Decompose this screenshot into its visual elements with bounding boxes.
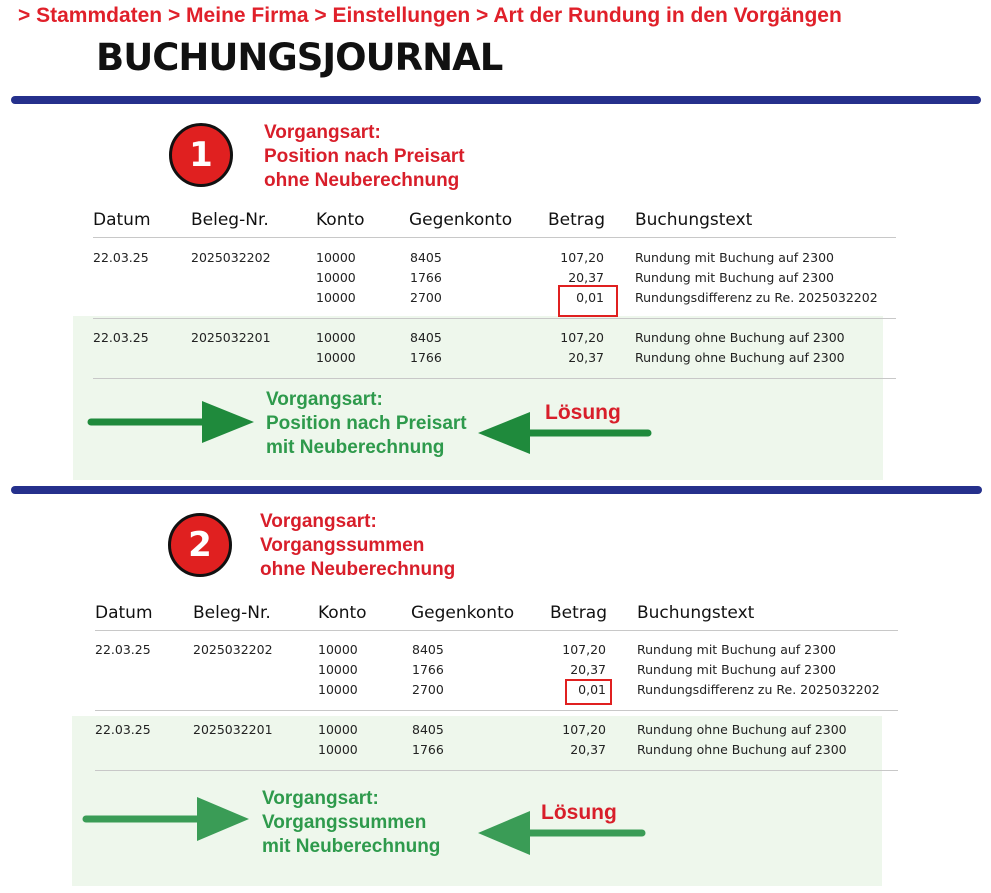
cell-datum: 22.03.25 <box>95 722 151 737</box>
column-header-datum: Datum <box>93 210 151 230</box>
solution-label-1: Lösung <box>545 401 621 424</box>
cell-text: Rundung mit Buchung auf 2300 <box>637 642 836 657</box>
solution-note-line: Vorgangssummen <box>262 812 427 833</box>
solution-note-line: mit Neuberechnung <box>262 836 441 857</box>
cell-konto: 10000 <box>316 350 356 365</box>
cell-text: Rundungsdifferenz zu Re. 2025032202 <box>635 290 878 305</box>
cell-text: Rundung mit Buchung auf 2300 <box>635 250 834 265</box>
column-header-betrag: Betrag <box>548 210 605 230</box>
row-separator <box>93 318 896 319</box>
cell-betrag: 107,20 <box>560 330 604 345</box>
problem-note-2 <box>260 510 455 582</box>
right-arrow-icon <box>88 401 260 443</box>
solution-note-line: Position nach Preisart <box>266 413 467 434</box>
problem-note-line: Vorgangssummen <box>260 535 425 556</box>
cell-beleg: 2025032202 <box>191 250 271 265</box>
table-end-rule <box>95 770 898 771</box>
cell-beleg: 2025032201 <box>193 722 273 737</box>
solution-note-1 <box>266 388 467 460</box>
cell-konto: 10000 <box>318 662 358 677</box>
left-arrow-icon <box>476 811 646 855</box>
column-header-datum: Datum <box>95 603 153 623</box>
cell-gegenkonto: 8405 <box>410 250 442 265</box>
column-header-gegenkonto: Gegenkonto <box>409 210 513 230</box>
table-header-rule <box>93 237 896 238</box>
cell-konto: 10000 <box>316 330 356 345</box>
cell-konto: 10000 <box>316 250 356 265</box>
solution-label-2: Lösung <box>541 801 617 824</box>
cell-gegenkonto: 1766 <box>412 662 444 677</box>
cell-text: Rundungsdifferenz zu Re. 2025032202 <box>637 682 880 697</box>
rounding-difference-highlight <box>558 285 618 317</box>
cell-gegenkonto: 2700 <box>412 682 444 697</box>
cell-text: Rundung mit Buchung auf 2300 <box>637 662 836 677</box>
solution-note-line: mit Neuberechnung <box>266 437 445 458</box>
column-header-buchungstext: Buchungstext <box>635 210 753 230</box>
cell-konto: 10000 <box>318 682 358 697</box>
cell-gegenkonto: 1766 <box>410 270 442 285</box>
cell-gegenkonto: 8405 <box>412 642 444 657</box>
problem-note-line: Vorgangsart: <box>260 511 377 532</box>
column-header-betrag: Betrag <box>550 603 607 623</box>
cell-text: Rundung ohne Buchung auf 2300 <box>635 350 845 365</box>
right-arrow-icon <box>83 797 255 841</box>
cell-betrag: 107,20 <box>560 250 604 265</box>
cell-text: Rundung mit Buchung auf 2300 <box>635 270 834 285</box>
cell-datum: 22.03.25 <box>95 642 151 657</box>
solution-note-line: Vorgangsart: <box>266 389 383 410</box>
column-header-beleg: Beleg-Nr. <box>191 210 269 230</box>
step-badge-2: 2 <box>168 513 232 577</box>
table-end-rule <box>93 378 896 379</box>
cell-gegenkonto: 2700 <box>410 290 442 305</box>
cell-betrag: 107,20 <box>562 722 606 737</box>
problem-note-line: Position nach Preisart <box>264 146 465 167</box>
solution-note-line: Vorgangsart: <box>262 788 379 809</box>
cell-beleg: 2025032202 <box>193 642 273 657</box>
cell-konto: 10000 <box>316 290 356 305</box>
cell-betrag: 0,01 <box>576 290 604 305</box>
cell-text: Rundung ohne Buchung auf 2300 <box>637 722 847 737</box>
column-header-konto: Konto <box>318 603 367 623</box>
column-header-buchungstext: Buchungstext <box>637 603 755 623</box>
cell-konto: 10000 <box>318 642 358 657</box>
cell-betrag: 107,20 <box>562 642 606 657</box>
cell-betrag: 20,37 <box>568 270 604 285</box>
cell-konto: 10000 <box>316 270 356 285</box>
rounding-difference-highlight <box>565 679 612 705</box>
cell-gegenkonto: 8405 <box>412 722 444 737</box>
problem-note-line: Vorgangsart: <box>264 122 381 143</box>
page-title: BUCHUNGSJOURNAL <box>96 36 503 79</box>
cell-text: Rundung ohne Buchung auf 2300 <box>637 742 847 757</box>
cell-betrag: 0,01 <box>578 682 606 697</box>
column-header-konto: Konto <box>316 210 365 230</box>
cell-betrag: 20,37 <box>570 662 606 677</box>
solution-note-2 <box>262 787 440 859</box>
left-arrow-icon <box>476 412 652 454</box>
cell-konto: 10000 <box>318 722 358 737</box>
cell-datum: 22.03.25 <box>93 330 149 345</box>
cell-konto: 10000 <box>318 742 358 757</box>
section-divider-middle <box>11 486 982 494</box>
breadcrumb: > Stammdaten > Meine Firma > Einstellungen > Art der Rundung in den Vorgängen <box>18 4 842 27</box>
column-header-beleg: Beleg-Nr. <box>193 603 271 623</box>
row-separator <box>95 710 898 711</box>
cell-betrag: 20,37 <box>570 742 606 757</box>
cell-gegenkonto: 8405 <box>410 330 442 345</box>
table-header-rule <box>95 630 898 631</box>
cell-datum: 22.03.25 <box>93 250 149 265</box>
column-header-gegenkonto: Gegenkonto <box>411 603 515 623</box>
problem-note-line: ohne Neuberechnung <box>264 170 460 191</box>
cell-betrag: 20,37 <box>568 350 604 365</box>
problem-note-line: ohne Neuberechnung <box>260 559 456 580</box>
step-badge-1: 1 <box>169 123 233 187</box>
section-divider-top <box>11 96 981 104</box>
cell-gegenkonto: 1766 <box>410 350 442 365</box>
cell-gegenkonto: 1766 <box>412 742 444 757</box>
problem-note-1 <box>264 121 465 193</box>
cell-beleg: 2025032201 <box>191 330 271 345</box>
cell-text: Rundung ohne Buchung auf 2300 <box>635 330 845 345</box>
